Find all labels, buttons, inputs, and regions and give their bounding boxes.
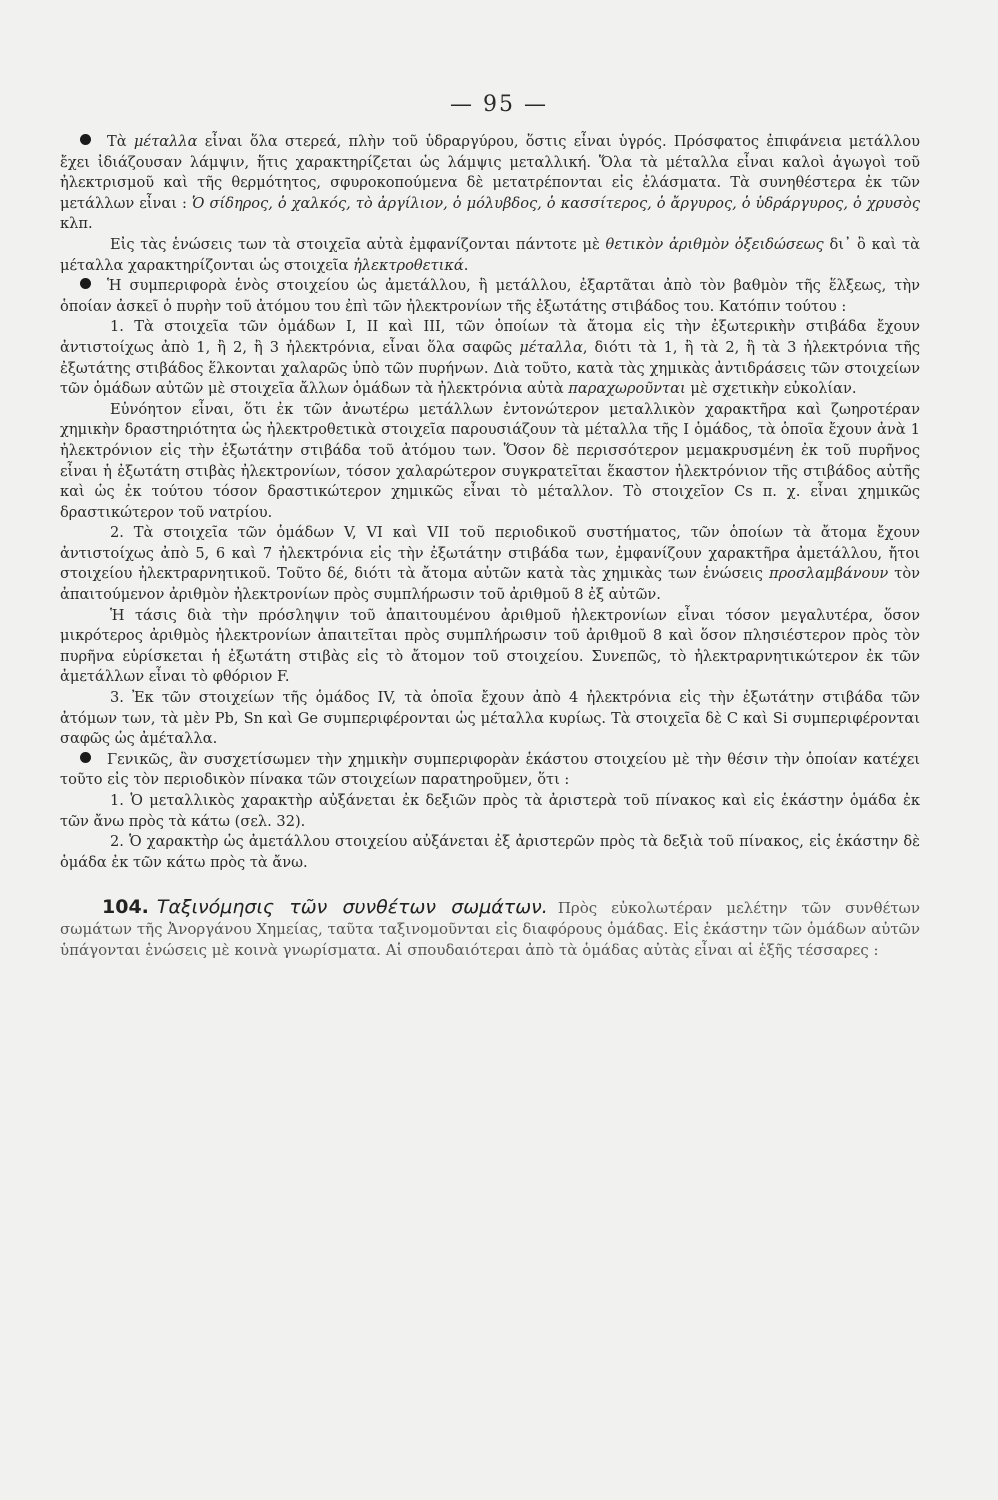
section-104 [60, 897, 920, 961]
paragraph-oxidation: Εἰς τὰς ἑνώσεις των τὰ στοιχεῖα αὐτὰ ἐμφανίζονται πάντοτε μὲ θετικὸν ἀριθμὸν ὀξειδώσεως δι᾽ ὃ καὶ τὰ μέταλλα χαρακτηρίζονται ὡς στοιχεῖα ἠλεκτροθετικά. [60, 235, 920, 274]
page-number: — 95 — [450, 92, 548, 117]
section-number: 104. [102, 896, 149, 919]
paragraph-rule-2: 2. Ὁ χαρακτὴρ ὡς ἀμετάλλου στοιχείου αὐξάνεται ἐξ ἀριστερῶν πρὸς τὰ δεξιὰ τοῦ πίνακος, εἰς ἑκάστην δὲ ὁμάδα ἐκ τῶν κάτω πρὸς τὰ ἄνω. [60, 833, 920, 871]
paragraph-behavior: Ἡ συμπεριφορὰ ἑνὸς στοιχείου ὡς ἀμετάλλου, ἢ μετάλλου, ἐξαρτᾶται ἀπὸ τὸν βαθμὸν τῆς ἕλξεως, τὴν ὁποίαν ἀσκεῖ ὁ πυρὴν τοῦ ἀτόμου του ἐπὶ τῶν ἠλεκτρονίων τῆς ἐξωτάτης στιβάδος του. Κατόπιν τούτου : [60, 277, 920, 315]
bullet-dot-icon [80, 752, 91, 763]
bullet-dot-icon [80, 278, 91, 289]
section-text: Πρὸς εὐκολωτέραν μελέτην τῶν συνθέτων σωμάτων τῆς Ἀνοργάνου Χημείας, ταῦτα ταξινομοῦνται εἰς διαφόρους ὁμάδας. Εἰς ἑκάστην τῶν ὁμάδων αὐτῶν ὑπάγονται ἑνώσεις μὲ κοινὰ γνωρίσματα. Αἱ σπουδαιότεραι ἀπὸ τὰ ὁμάδας αὐτὰς εἶναι αἱ ἑξῆς τέσσαρες : [60, 899, 920, 960]
section-title: Ταξινόμησις τῶν συνθέτων σωμάτων. [156, 896, 548, 919]
paragraph-rule-1: 1. Ὁ μεταλλικὸς χαρακτὴρ αὐξάνεται ἐκ δεξιῶν πρὸς τὰ ἀριστερὰ τοῦ πίνακος καὶ εἰς ἑκάστην ὁμάδα ἐκ τῶν ἄνω πρὸς τὰ κάτω (σελ. 32). [60, 792, 920, 830]
paragraph-group-one: Εὐνόητον εἶναι, ὅτι ἐκ τῶν ἀνωτέρω μετάλλων ἐντονώτερον μεταλλικὸν χαρακτῆρα καὶ ζωηροτέραν χημικὴν δραστηριότητα ὡς ἠλεκτροθετικὰ στοιχεῖα παρουσιάζουν τὰ μέταλλα τῆς I ὁμάδος, τὰ ὁποῖα ἔχουν ἀνὰ 1 ἠλεκτρόνιον εἰς τὴν ἐξωτάτην στιβάδα τοῦ ἀτόμου των. Ὅσον δὲ περισσότερον μεμακρυσμένη ἐκ τοῦ πυρῆνος εἶναι ἡ ἐξωτάτη στιβὰς ἠλεκτρονίων, τόσον χαλαρώτερον συγκρατεῖται ἕκαστον ἠλεκτρόνιον τῆς στιβάδος αὐτῆς καὶ ὡς ἐκ τούτου τόσον δραστικώτερον χημικῶς εἶναι τὸ μέταλλον. Τὸ στοιχεῖον Cs π. χ. εἶναι χημικῶς δραστικώτερον τοῦ νατρίου. [60, 400, 920, 521]
paragraph-item-1: 1. Τὰ στοιχεῖα τῶν ὁμάδων I, II καὶ III, τῶν ὁποίων τὰ ἄτομα εἰς τὴν ἐξωτερικὴν στιβάδα ἔχουν ἀντιστοίχως ἀπὸ 1, ἢ 2, ἢ 3 ἠλεκτρόνια, εἶναι ὅλα σαφῶς μέταλλα, διότι τὰ 1, ἢ τὰ 2, ἢ τὰ 3 ἠλεκτρόνια τῆς ἐξωτάτης στιβάδος ἕλκονται χαλαρῶς ὑπὸ τῶν πυρήνων. Διὰ τοῦτο, κατὰ τὰς χημικὰς ἀντιδράσεις τῶν στοιχείων τῶν ὁμάδων αὐτῶν μὲ στοιχεῖα ἄλλων ὁμάδων τὰ ἠλεκτρόνια αὐτὰ παραχωροῦνται μὲ σχετικὴν εὐκολίαν. [60, 318, 920, 398]
paragraph-item-3: 3. Ἐκ τῶν στοιχείων τῆς ὁμάδος IV, τὰ ὁποῖα ἔχουν ἀπὸ 4 ἠλεκτρόνια εἰς τὴν ἐξωτάτην στιβάδα τῶν ἀτόμων των, τὰ μὲν Pb, Sn καὶ Ge συμπεριφέρονται ὡς μέταλλα κυρίως. Τὰ στοιχεῖα δὲ C καὶ Si συμπεριφέρονται σαφῶς ὡς ἀμέταλλα. [60, 689, 920, 748]
paragraph-item-2: 2. Τὰ στοιχεῖα τῶν ὁμάδων V, VI καὶ VII τοῦ περιοδικοῦ συστήματος, τῶν ὁποίων τὰ ἄτομα ἔχουν ἀντιστοίχως ἀπὸ 5, 6 καὶ 7 ἠλεκτρόνια εἰς τὴν ἐξωτάτην στιβάδα των, ἐμφανίζουν χαρακτῆρα ἀμετάλλου, ἤτοι στοιχείου ἠλεκτραρνητικοῦ. Τοῦτο δέ, διότι τὰ ἄτομα αὐτῶν κατὰ τὰς χημικὰς των ἑνώσεις προσλαμβάνουν τὸν ἀπαιτούμενον ἀριθμὸν ἠλεκτρονίων πρὸς συμπλήρωσιν τοῦ ἀριθμοῦ 8 ἐξ αὐτῶν. [60, 524, 920, 604]
paragraph-general: Γενικῶς, ἂν συσχετίσωμεν τὴν χημικὴν συμπεριφορὰν ἑκάστου στοιχείου μὲ τὴν θέσιν τὴν ὁποίαν κατέχει τοῦτο εἰς τὸν περιοδικὸν πίνακα τῶν στοιχείων παρατηροῦμεν, ὅτι : [60, 750, 920, 789]
page-text [60, 132, 920, 961]
paragraph-tendency: Ἡ τάσις διὰ τὴν πρόσληψιν τοῦ ἀπαιτουμένου ἀριθμοῦ ἠλεκτρονίων εἶναι τόσον μεγαλυτέρα, ὅσον μικρότερος ἀριθμὸς ἠλεκτρονίων ἀπαιτεῖται πρὸς συμπλήρωσιν τοῦ ἀριθμοῦ 8 καὶ ὅσον πλησιέστερον πρὸς τὸν πυρῆνα εὑρίσκεται ἡ ἐξωτάτη στιβὰς εἰς τὸ ἄτομον τοῦ στοιχείου. Συνεπῶς, τὸ ἠλεκτραρνητικώτερον ἐκ τῶν ἀμετάλλων εἶναι τὸ φθόριον F. [60, 606, 920, 686]
bullet-dot-icon [80, 134, 91, 145]
paragraph-metals: Τὰ μέταλλα εἶναι ὅλα στερεά, πλὴν τοῦ ὑδραργύρου, ὅστις εἶναι ὑγρός. Πρόσφατος ἐπιφάνεια μετάλλου ἔχει ἰδιάζουσαν λάμψιν, ἥτις χαρακτηρίζεται ὡς λάμψις μεταλλική. Ὅλα τὰ μέταλλα εἶναι καλοὶ ἀγωγοὶ τοῦ ἠλεκτρισμοῦ καὶ τῆς θερμότητος, σφυροκοπούμενα δὲ μετατρέπονται εἰς ἐλάσματα. Τὰ συνηθέστερα ἐκ τῶν μετάλλων εἶναι : Ὁ σίδηρος, ὁ χαλκός, τὸ ἀργίλιον, ὁ μόλυβδος, ὁ κασσίτερος, ὁ ἄργυρος, ὁ ὑδράργυρος, ὁ χρυσὸς κλπ. [60, 133, 921, 233]
